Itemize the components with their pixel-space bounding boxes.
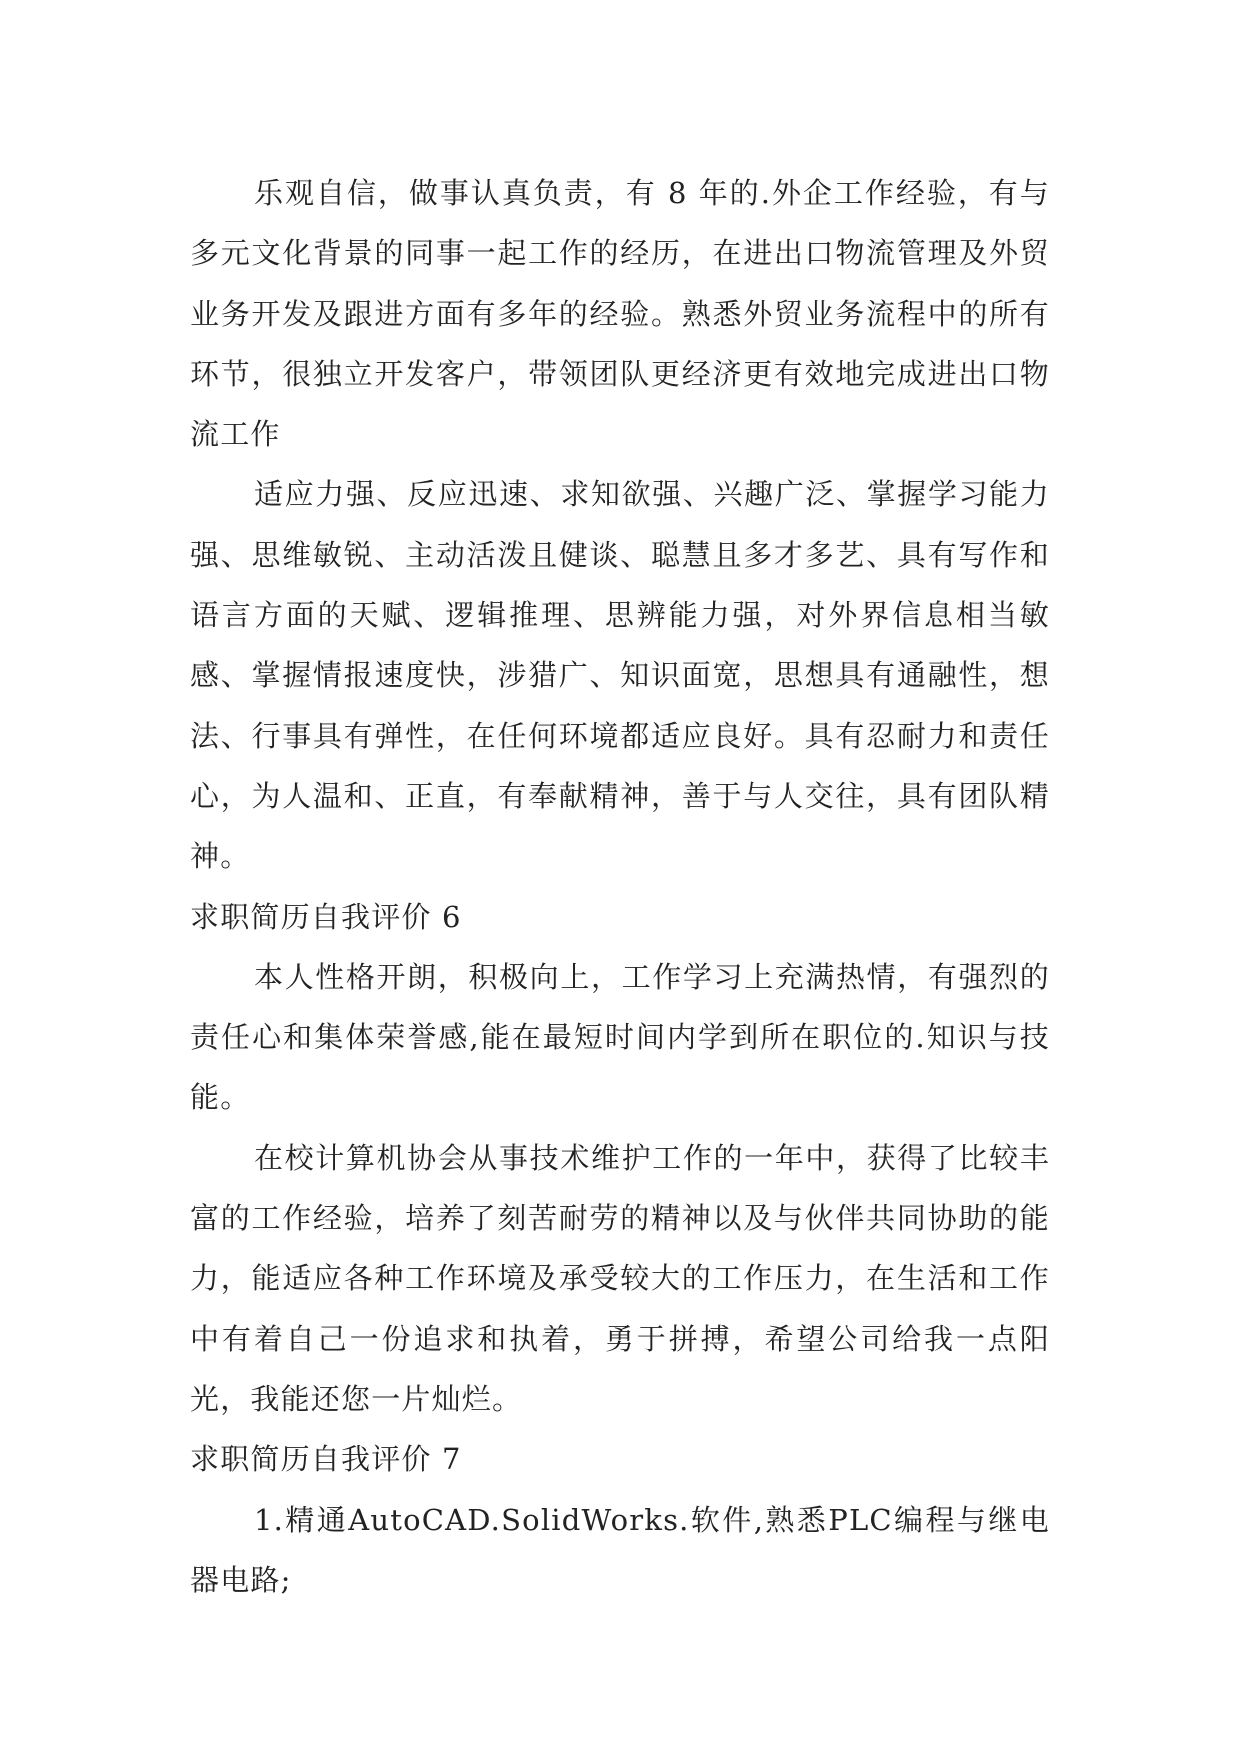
paragraph-personality: 本人性格开朗，积极向上，工作学习上充满热情，有强烈的责任心和集体荣誉感,能在最短时间内学到所在职位的.知识与技能。 [190,959,1050,1115]
section-heading-6: 求职简历自我评价 6 [190,899,462,934]
paragraph-computer-association: 在校计算机协会从事技术维护工作的一年中，获得了比较丰富的工作经验，培养了刻苦耐劳的精神以及与伙伴共同协助的能力，能适应各种工作环境及承受较大的工作压力，在生活和工作中有着自己一份追求和执着，勇于拼搏，希望公司给我一点阳光，我能还您一片灿烂。 [190,1140,1050,1416]
section-heading-7: 求职简历自我评价 7 [190,1442,462,1477]
document-body [190,163,1050,1610]
paragraph-experience-summary: 乐观自信，做事认真负责，有 8 年的.外企工作经验，有与多元文化背景的同事一起工作的经历，在进出口物流管理及外贸业务开发及跟进方面有多年的经验。熟悉外贸业务流程中的所有环节，很独立开发客户，带领团队更经济更有效地完成进出口物流工作 [190,176,1050,452]
paragraph-personal-strengths: 适应力强、反应迅速、求知欲强、兴趣广泛、掌握学习能力强、思维敏锐、主动活泼且健谈、聪慧且多才多艺、具有写作和语言方面的天赋、逻辑推理、思辨能力强，对外界信息相当敏感、掌握情报速度快，涉猎广、知识面宽，思想具有通融性，想法、行事具有弹性，在任何环境都适应良好。具有忍耐力和责任心，为人温和、正直，有奉献精神，善于与人交往，具有团队精神。 [190,477,1050,874]
list-item-skills-1: 1.精通AutoCAD.SolidWorks.软件,熟悉PLC编程与继电器电路; [190,1502,1050,1597]
